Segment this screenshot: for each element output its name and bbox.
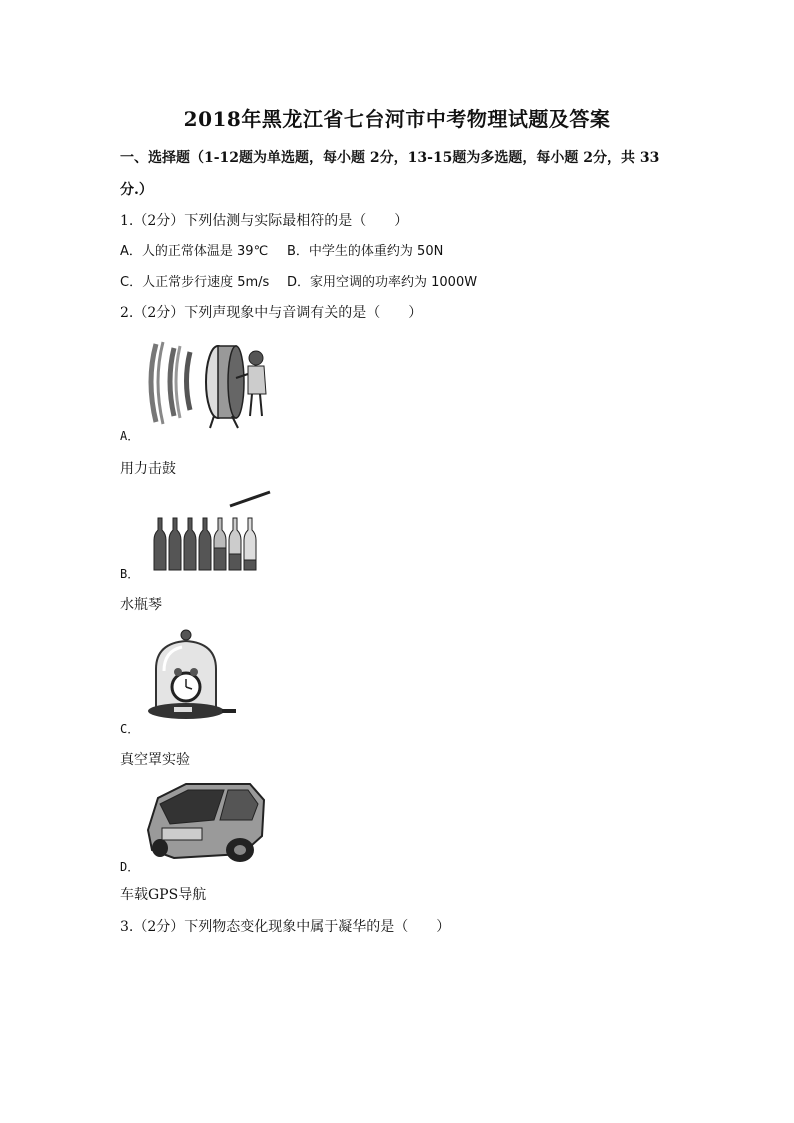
bell-jar-icon <box>146 627 238 725</box>
question-1-option-d: D．家用空调的功率约为 1000W <box>287 275 478 290</box>
question-1-stem: 1.（2分）下列估测与实际最相符的是（ ） <box>120 213 409 229</box>
question-2-option-a-letter: A． <box>120 429 140 443</box>
question-2-option-b-caption: 水瓶琴 <box>120 597 162 613</box>
section-heading-line2: 分.） <box>120 182 153 198</box>
question-2-option-d-letter: D． <box>120 860 140 874</box>
question-2-option-c-caption: 真空罩实验 <box>120 752 190 768</box>
question-2-option-a-caption: 用力击鼓 <box>120 461 176 477</box>
question-3-stem: 3.（2分）下列物态变化现象中属于凝华的是（ ） <box>120 919 451 935</box>
car-icon <box>144 780 268 866</box>
question-1-option-b: B．中学生的体重约为 50N <box>287 244 444 259</box>
question-2-option-d-caption: 车载GPS导航 <box>120 887 207 903</box>
section-heading-line1: 一、选择题（1-12题为单选题，每小题 2分，13-15题为多选题，每小题 2分，共 33 <box>120 150 660 166</box>
question-2-option-b-letter: B． <box>120 567 140 581</box>
question-2-stem: 2.（2分）下列声现象中与音调有关的是（ ） <box>120 305 423 321</box>
page-title: 2018年黑龙江省七台河市中考物理试题及答案 <box>183 107 611 131</box>
drum-icon <box>148 334 270 429</box>
bottles-icon <box>148 490 272 572</box>
question-1-option-a: A．人的正常体温是 39℃ <box>120 244 269 259</box>
question-1-option-c: C．人正常步行速度 5m/s <box>120 275 270 290</box>
question-2-option-c-letter: C． <box>120 722 140 736</box>
